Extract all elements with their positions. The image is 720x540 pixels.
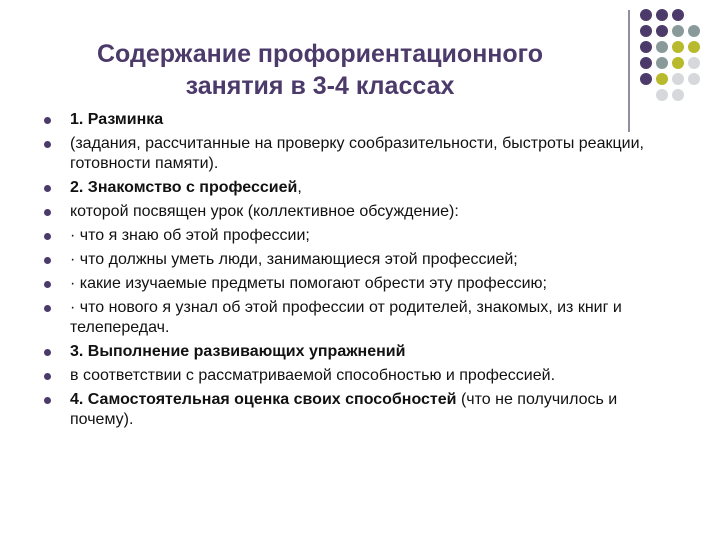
list-item xyxy=(44,250,684,270)
bullet-icon xyxy=(44,185,51,192)
decor-dot xyxy=(672,57,684,69)
bullet-icon xyxy=(44,281,51,288)
item-text: · что я знаю об этой профессии; xyxy=(70,227,310,244)
decor-dot xyxy=(688,57,700,69)
slide-title xyxy=(40,38,600,102)
bullet-icon xyxy=(44,209,51,216)
decor-dot xyxy=(640,25,652,37)
bullet-icon xyxy=(44,305,51,312)
item-text: · что нового я узнал об этой профессии от родителей, знакомых, из книг и телепередач. xyxy=(70,299,622,336)
item-bold-text: 2. Знакомство с профессией xyxy=(70,179,298,196)
bullet-list xyxy=(44,110,684,434)
bullet-icon xyxy=(44,397,51,404)
item-text: (задания, рассчитанные на проверку сообразительности, быстроты реакции, готовности памяти). xyxy=(70,135,644,172)
decor-dot xyxy=(688,41,700,53)
decor-dot xyxy=(672,25,684,37)
list-item xyxy=(44,226,684,246)
item-text: · какие изучаемые предметы помогают обрести эту профессию; xyxy=(70,275,547,292)
decor-dot xyxy=(688,25,700,37)
item-text: · что должны уметь люди, занимающиеся этой профессией; xyxy=(70,251,518,268)
decor-dot xyxy=(672,41,684,53)
bullet-icon xyxy=(44,233,51,240)
item-text: в соответствии с рассматриваемой способностью и профессией. xyxy=(70,367,556,384)
bullet-icon xyxy=(44,141,51,148)
bullet-icon xyxy=(44,373,51,380)
item-bold-text: 4. Самостоятельная оценка своих способностей xyxy=(70,391,457,408)
decor-dot xyxy=(656,57,668,69)
decor-dot xyxy=(672,9,684,21)
bullet-icon xyxy=(44,257,51,264)
decor-dot xyxy=(656,73,668,85)
item-text: , xyxy=(297,179,302,196)
decor-dot xyxy=(656,25,668,37)
list-item xyxy=(44,134,684,174)
list-item xyxy=(44,178,684,198)
slide-title-line-2: занятия в 3-4 классах xyxy=(185,72,455,100)
item-text: которой посвящен урок (коллективное обсуждение): xyxy=(70,203,459,220)
list-item xyxy=(44,274,684,294)
bullet-icon xyxy=(44,349,51,356)
decor-dot xyxy=(656,89,668,101)
list-item xyxy=(44,202,684,222)
decor-dot xyxy=(656,41,668,53)
list-item xyxy=(44,366,684,386)
item-bold-text: 1. Разминка xyxy=(70,111,164,128)
decor-dot xyxy=(672,73,684,85)
decor-dot xyxy=(656,9,668,21)
list-item xyxy=(44,390,684,430)
slide-title-line-1: Содержание профориентационного xyxy=(96,40,544,68)
list-item xyxy=(44,110,684,130)
decor-dot xyxy=(640,73,652,85)
item-text: (что не получилось и почему). xyxy=(70,391,618,428)
list-item xyxy=(44,342,684,362)
decor-dot xyxy=(640,9,652,21)
list-item xyxy=(44,298,684,338)
bullet-icon xyxy=(44,117,51,124)
decor-dot xyxy=(688,73,700,85)
decor-dot xyxy=(672,89,684,101)
decor-dot-grid xyxy=(640,9,720,121)
item-bold-text: 3. Выполнение развивающих упражнений xyxy=(70,343,406,360)
decor-dot xyxy=(640,57,652,69)
decor-dot xyxy=(640,41,652,53)
